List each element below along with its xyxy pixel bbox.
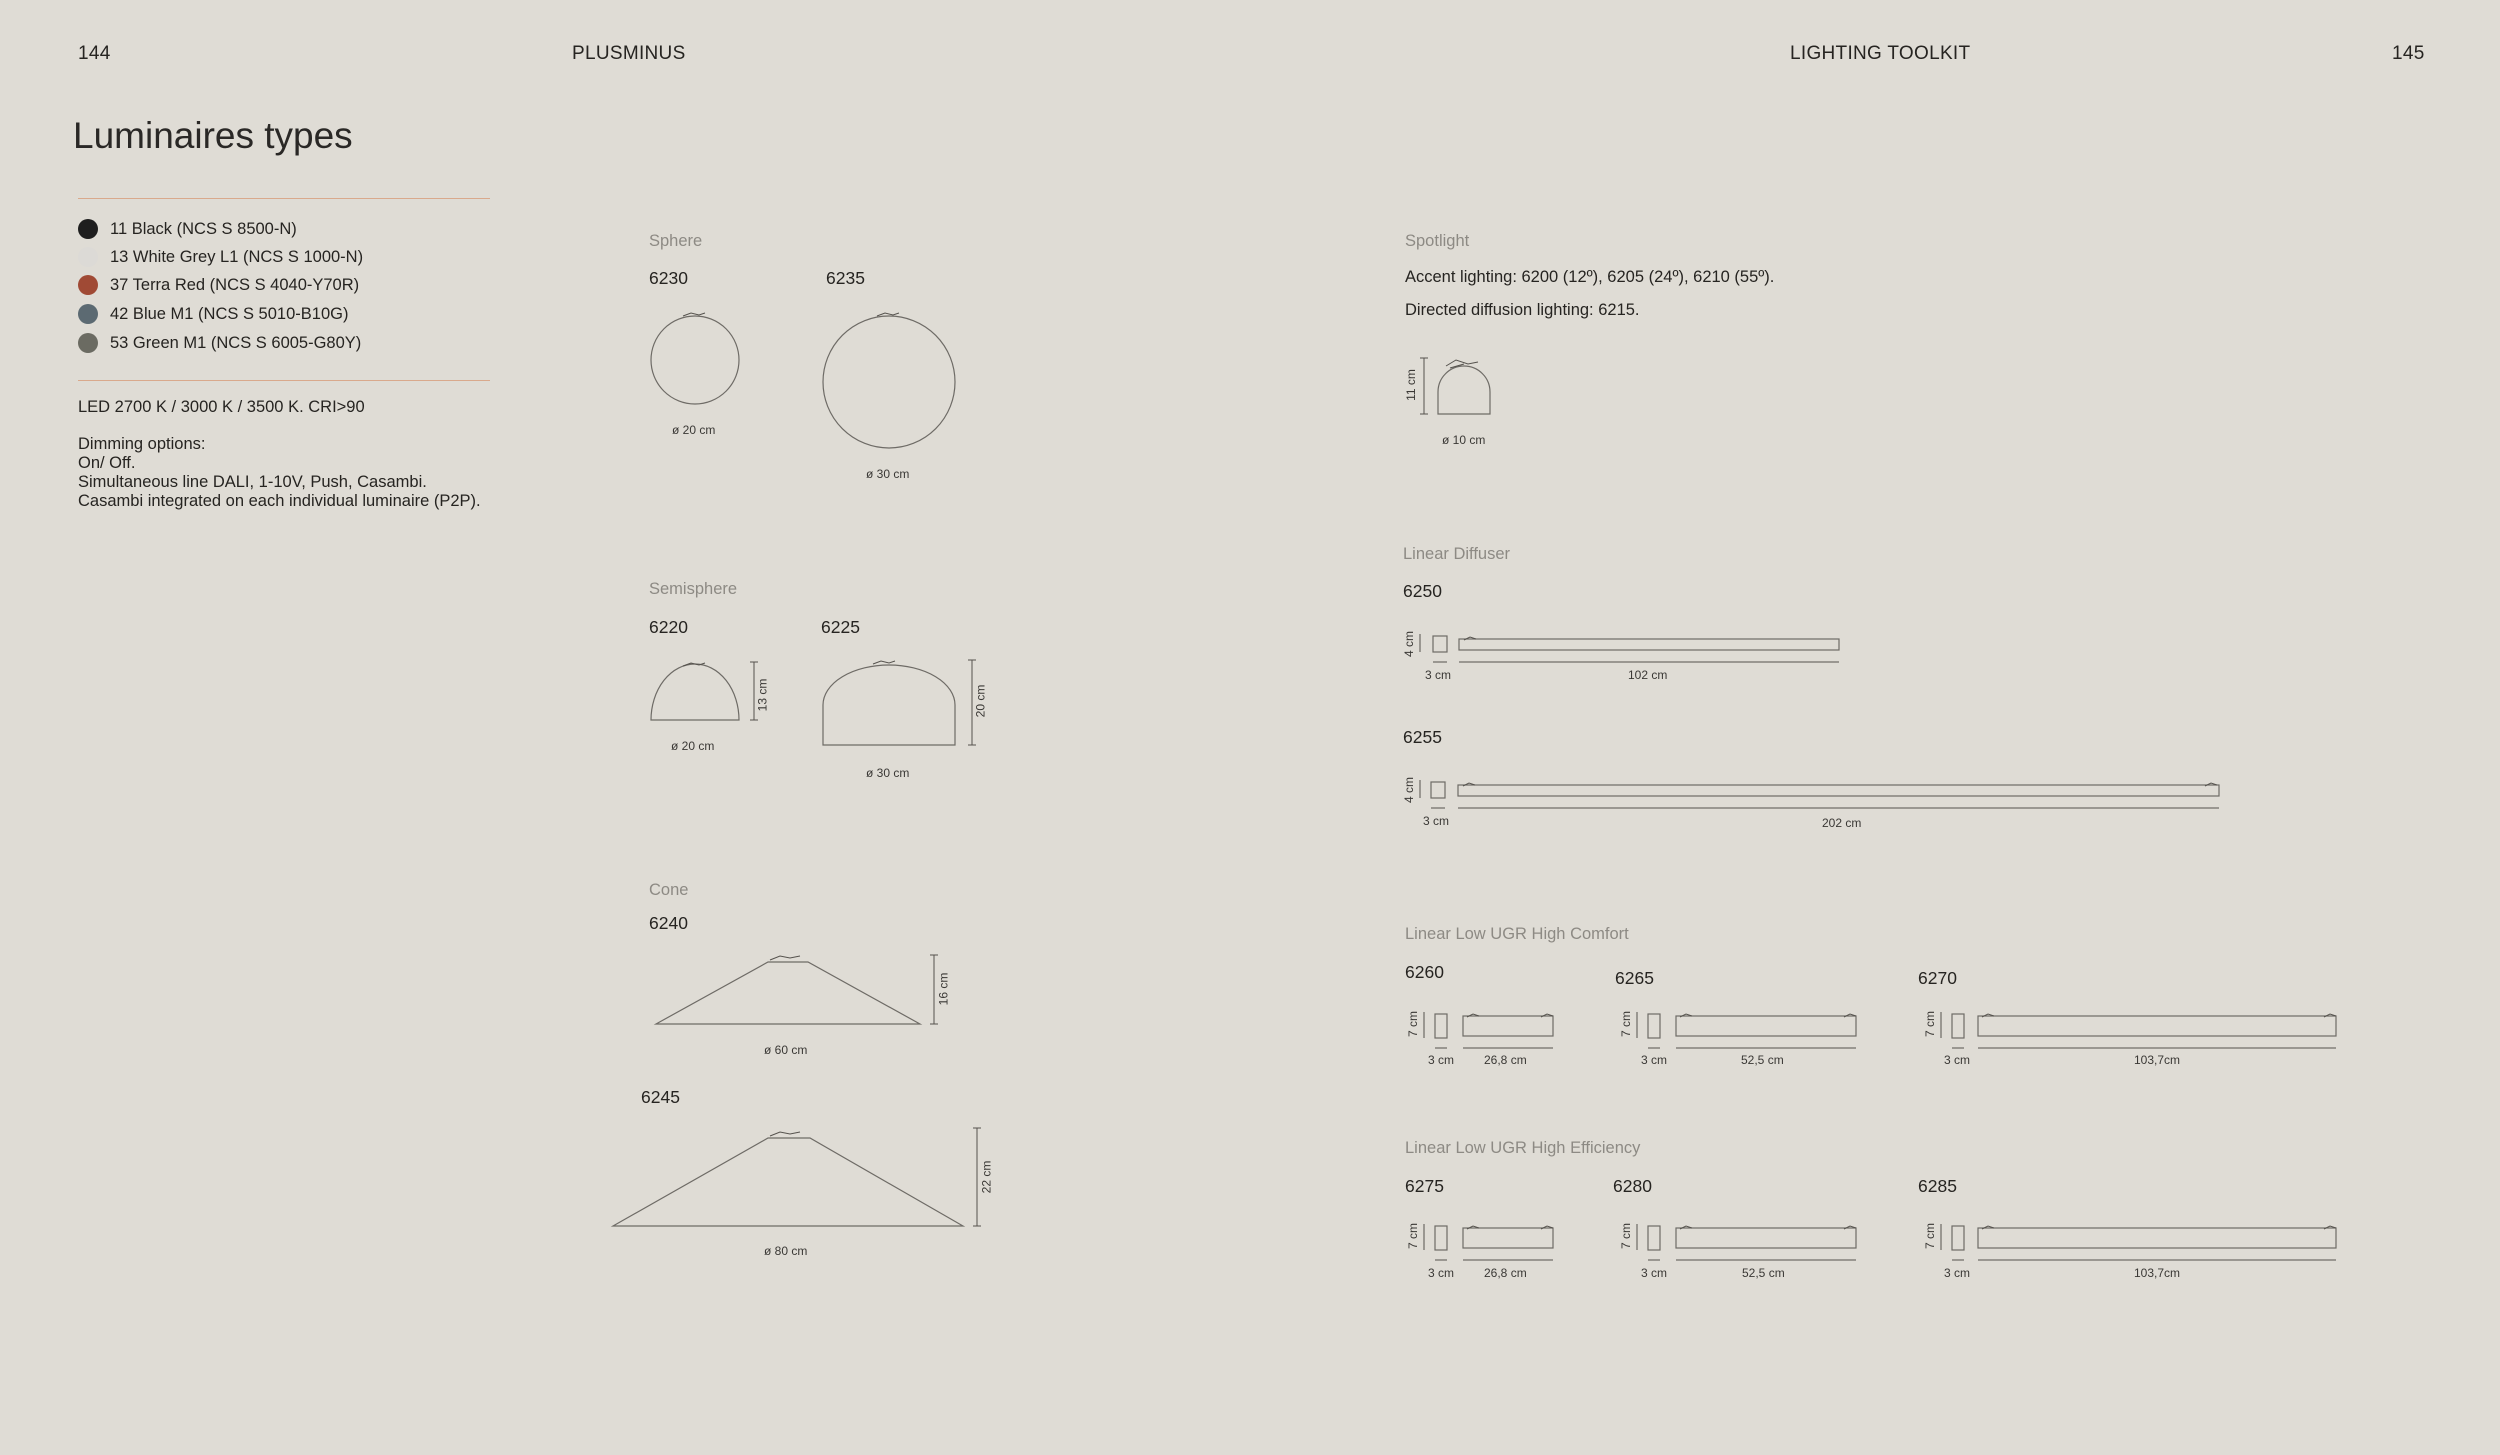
product-code: 6265 xyxy=(1615,968,1654,988)
color-label: 37 Terra Red (NCS S 4040-Y70R) xyxy=(110,275,360,294)
dimming-line: On/ Off. xyxy=(78,454,136,472)
page-number-left: 144 xyxy=(78,43,111,64)
product-code: 6220 xyxy=(649,617,688,637)
dimension-label: 3 cm xyxy=(1428,1266,1455,1280)
dimension-label: 3 cm xyxy=(1641,1053,1668,1067)
product-code: 6270 xyxy=(1918,968,1957,988)
dimension-label: 7 cm xyxy=(1406,1222,1421,1250)
section-label-ugr-efficiency: Linear Low UGR High Efficiency xyxy=(1405,1139,1641,1157)
dimension-label: 7 cm xyxy=(1923,1222,1938,1250)
product-code: 6255 xyxy=(1403,727,1442,747)
dimension-label: 103,7cm xyxy=(2134,1266,2181,1280)
dimension-label: 103,7cm xyxy=(2134,1053,2181,1067)
dimension-label: 16 cm xyxy=(936,972,951,1006)
color-label: 13 White Grey L1 (NCS S 1000-N) xyxy=(110,247,364,266)
section-label-sphere: Sphere xyxy=(649,232,703,250)
product-code: 6235 xyxy=(826,268,865,288)
dimension-label: ø 80 cm xyxy=(764,1244,808,1258)
dimension-label: 7 cm xyxy=(1619,1222,1634,1250)
section-label-linear-diffuser: Linear Diffuser xyxy=(1403,545,1511,563)
spotlight-diffusion-text: Directed diffusion lighting: 6215. xyxy=(1405,301,1640,319)
dimension-label: 102 cm xyxy=(1628,668,1668,682)
dimension-label: 202 cm xyxy=(1822,816,1862,830)
section-label-ugr-comfort: Linear Low UGR High Comfort xyxy=(1405,925,1629,943)
dimension-label: 52,5 cm xyxy=(1741,1053,1784,1067)
dimension-label: ø 20 cm xyxy=(672,423,716,437)
product-code: 6275 xyxy=(1405,1176,1444,1196)
product-code: 6225 xyxy=(821,617,860,637)
section-label-semisphere: Semisphere xyxy=(649,580,738,598)
dimension-label: 13 cm xyxy=(755,678,770,712)
dimension-label: 26,8 cm xyxy=(1484,1053,1527,1067)
spotlight-accent-text: Accent lighting: 6200 (12º), 6205 (24º), 6210 (55º). xyxy=(1405,268,1775,286)
color-label: 11 Black (NCS S 8500-N) xyxy=(110,219,297,238)
dimension-label: ø 30 cm xyxy=(866,766,910,780)
dimension-label: 20 cm xyxy=(973,684,988,718)
product-code: 6250 xyxy=(1403,581,1442,601)
product-code: 6240 xyxy=(649,913,688,933)
dimension-label: 3 cm xyxy=(1428,1053,1455,1067)
dimension-label: 3 cm xyxy=(1423,814,1450,828)
dimming-title: Dimming options: xyxy=(78,435,206,453)
brand-name: PLUSMINUS xyxy=(572,43,686,64)
dimension-label: 3 cm xyxy=(1944,1053,1971,1067)
dimension-label: 3 cm xyxy=(1944,1266,1971,1280)
dimension-label: 3 cm xyxy=(1641,1266,1668,1280)
dimension-label: 4 cm xyxy=(1402,630,1417,658)
dimension-label: 26,8 cm xyxy=(1484,1266,1527,1280)
dimension-label: ø 20 cm xyxy=(671,739,715,753)
product-code: 6245 xyxy=(641,1087,680,1107)
section-title: LIGHTING TOOLKIT xyxy=(1790,43,1971,64)
dimension-label: ø 10 cm xyxy=(1442,433,1486,447)
section-label-spotlight: Spotlight xyxy=(1405,232,1470,250)
dimension-label: ø 30 cm xyxy=(866,467,910,481)
product-code: 6285 xyxy=(1918,1176,1957,1196)
dimension-label: 4 cm xyxy=(1402,776,1417,804)
dimension-label: 52,5 cm xyxy=(1742,1266,1785,1280)
dimension-label: ø 60 cm xyxy=(764,1043,808,1057)
dimming-line: Simultaneous line DALI, 1-10V, Push, Casambi. xyxy=(78,473,427,491)
led-spec: LED 2700 K / 3000 K / 3500 K. CRI>90 xyxy=(78,398,365,416)
dimension-label: 7 cm xyxy=(1619,1010,1634,1038)
product-code: 6260 xyxy=(1405,962,1444,982)
dimension-label: 7 cm xyxy=(1406,1010,1421,1038)
section-label-cone: Cone xyxy=(649,881,689,899)
page-title: Luminaires types xyxy=(73,115,353,156)
dimension-label: 22 cm xyxy=(979,1160,994,1194)
page-number-right: 145 xyxy=(2392,43,2425,64)
dimension-label: 7 cm xyxy=(1923,1010,1938,1038)
color-label: 42 Blue M1 (NCS S 5010-B10G) xyxy=(110,304,349,323)
dimension-label: 11 cm xyxy=(1403,369,1418,401)
product-code: 6280 xyxy=(1613,1176,1652,1196)
color-label: 53 Green M1 (NCS S 6005-G80Y) xyxy=(110,333,362,352)
product-code: 6230 xyxy=(649,268,688,288)
dimming-line: Casambi integrated on each individual luminaire (P2P). xyxy=(78,492,481,510)
dimension-label: 3 cm xyxy=(1425,668,1452,682)
